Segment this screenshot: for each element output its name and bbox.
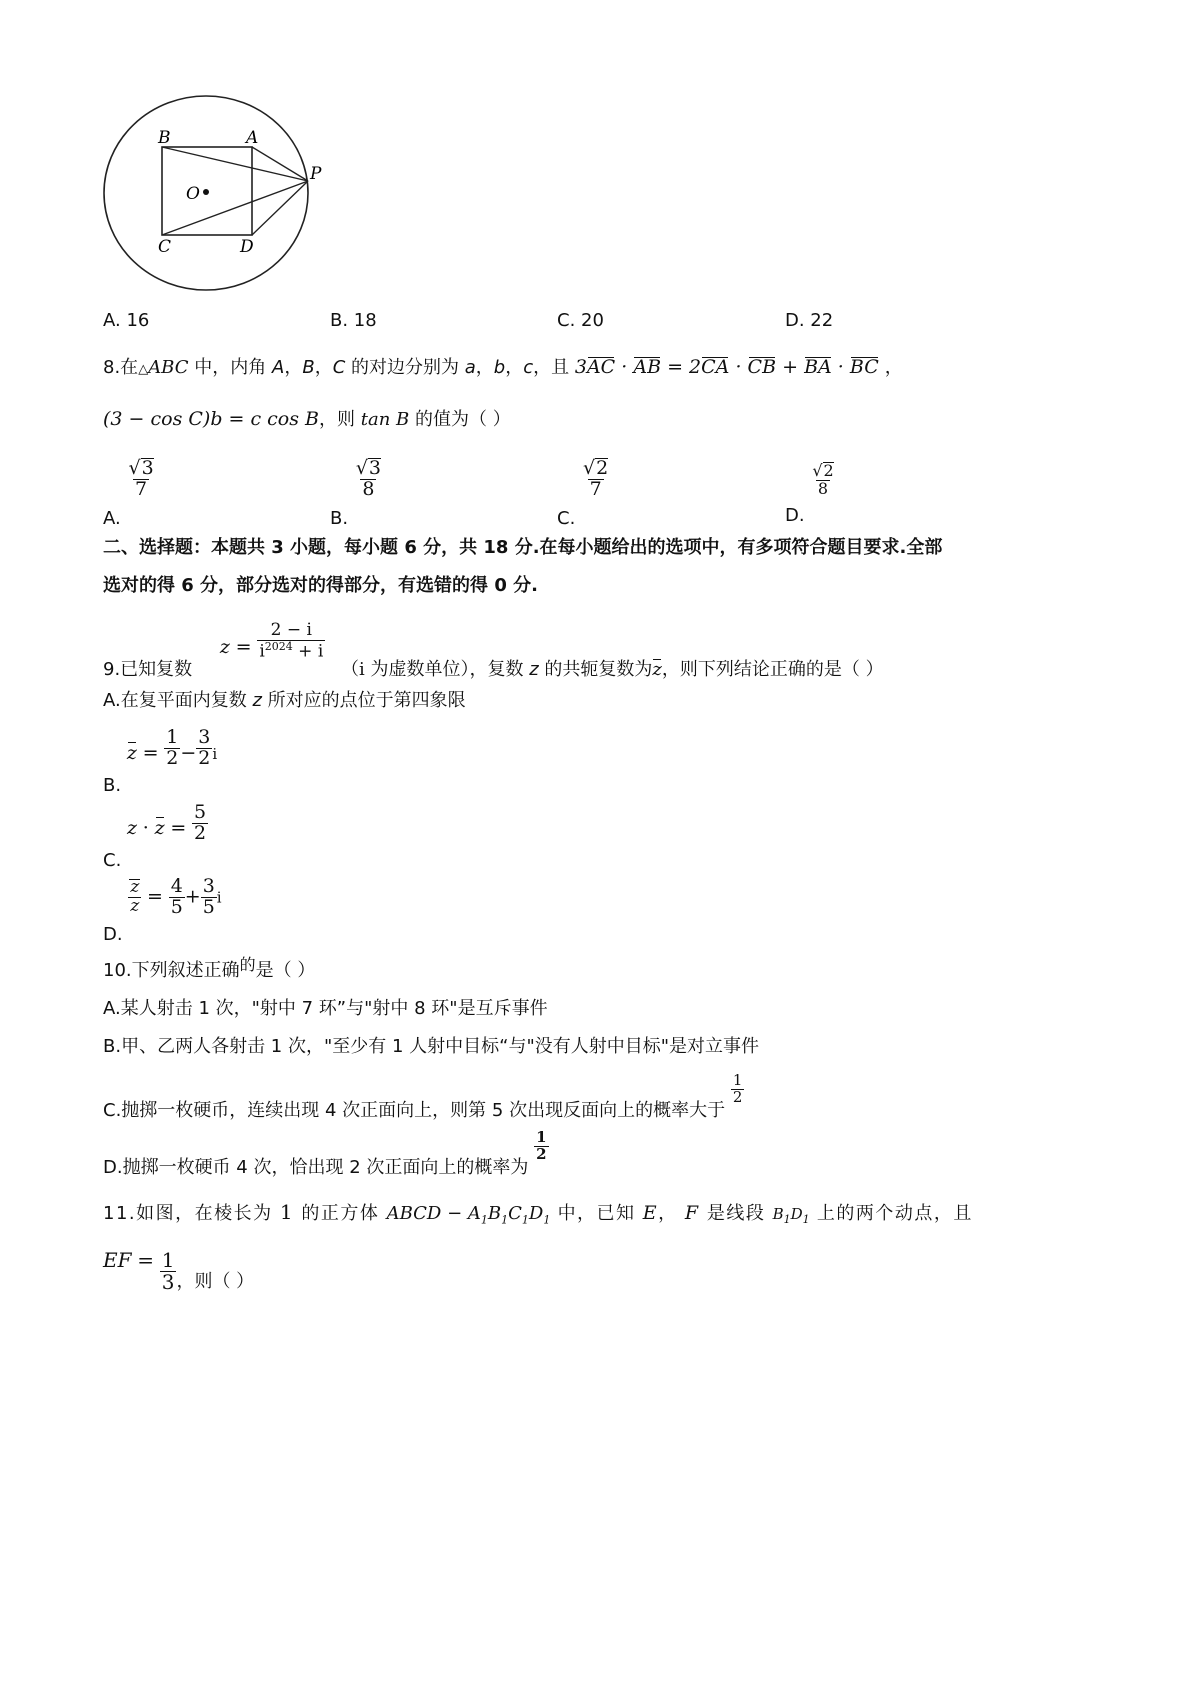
q9-z: z	[219, 635, 230, 658]
q9-option-b-label: B.	[103, 775, 122, 797]
q8-coef2: 2	[689, 356, 702, 378]
q9-den-i: i	[259, 641, 265, 662]
q9-option-d-n2: 3	[202, 875, 215, 897]
q8-choice-a-den: 7	[135, 477, 148, 500]
q11-EF: EF	[103, 1247, 132, 1272]
q9-option-b-d2: 2	[198, 746, 211, 769]
q10-option-b: B.甲、乙两人各射击 1 次，"至少有 1 人射中目标“与"没有人射中目标"是对立事件	[103, 1036, 760, 1057]
q9-option-a-z: z	[252, 690, 262, 711]
q9-option-c	[103, 801, 208, 872]
q9-option-b-zbar: z	[126, 742, 137, 765]
q11-t2: 的正方体	[301, 1203, 380, 1224]
q8-eq-end: ，	[884, 357, 903, 378]
q11-sub-b1: 1	[501, 1213, 509, 1227]
center-point-O	[203, 189, 209, 195]
q9-option-b-n2: 3	[198, 726, 211, 748]
q8-t3: ，且	[533, 357, 570, 378]
q8-choice-b	[330, 457, 383, 529]
q9-z2: z	[529, 658, 539, 680]
q8-triangle: ABC	[148, 357, 189, 378]
label-C: C	[158, 237, 172, 257]
q8-c: c	[523, 357, 534, 378]
q11-comma: ，	[658, 1203, 678, 1224]
q9-option-b-d1: 2	[166, 746, 179, 769]
q8-plus: +	[782, 356, 799, 378]
q10-option-d	[103, 1128, 549, 1179]
section2-line1: 二、选择题：本题共 3 小题，每小题 6 分，共 18 分.在每小题给出的选项中，有多项符合题目要求.全部	[103, 537, 943, 558]
q11-eq: =	[137, 1247, 154, 1272]
q9-num: 2 − i	[270, 620, 312, 640]
q8-comma4: ，	[505, 357, 524, 378]
q10-option-a: A.某人射击 1 次，"射中 7 环”与"射中 8 环"是互斥事件	[103, 998, 548, 1019]
q9-t2: 的共轭复数为	[544, 658, 653, 680]
q9-option-b-minus: −	[180, 742, 197, 765]
q8-choice-b-num: 3	[368, 457, 382, 479]
q9-option-c-z: z	[127, 817, 138, 840]
q8-A: A	[272, 357, 285, 378]
q8-line1	[103, 356, 903, 379]
q8-B: B	[302, 357, 315, 378]
q8-choice-b-frac: $\frac{√3}{8}$	[355, 457, 382, 500]
q11-seg-sub-d: 1	[802, 1213, 810, 1226]
q11-cube-c1: C	[508, 1203, 522, 1224]
q10-option-c-num: 1	[732, 1071, 743, 1089]
q10-option-c-den: 2	[732, 1087, 743, 1106]
q8-choice-a-label: A.	[103, 507, 121, 529]
q9-zbar: z	[652, 658, 662, 680]
q9-option-b-i: i	[212, 745, 218, 764]
q9-fraction	[257, 622, 325, 661]
q9-option-a-t1: A.在复平面内复数	[103, 690, 247, 711]
vector-BA: BA	[804, 356, 832, 378]
q11-line2	[103, 1247, 255, 1294]
q10-option-d-text: D.抛掷一枚硬币 4 次，恰出现 2 次正面向上的概率为	[103, 1157, 529, 1179]
q9-paren: （	[341, 658, 359, 680]
q7-choice-c: C. 20	[557, 310, 604, 331]
q8-choice-b-label: B.	[330, 507, 349, 529]
q9-option-d-d1: 5	[170, 895, 183, 918]
q8-prefix: 8.在	[103, 357, 139, 378]
q9-option-c-label: C.	[103, 850, 122, 872]
label-O: O	[186, 184, 200, 204]
q8-coef1: 3	[574, 356, 587, 378]
q9-den-exp: 2024	[264, 639, 293, 653]
q8-comma2: ，	[314, 357, 333, 378]
q8-choice-d-label: D.	[785, 504, 805, 526]
q11-cube-name	[386, 1203, 551, 1227]
q8-t1: 中，内角	[194, 357, 267, 378]
q8-dot1: ·	[621, 356, 628, 378]
q7-choice-a: A. 16	[103, 310, 150, 331]
q10-option-c	[103, 1071, 744, 1122]
q10-title-end: 是（ ）	[255, 960, 316, 981]
q9-option-d-label: D.	[103, 924, 123, 946]
q9-option-d-eq: =	[147, 885, 163, 908]
q8-choice-a	[103, 457, 156, 529]
q8-choice-b-den: 8	[362, 477, 375, 500]
q8-choice-c-den: 7	[589, 477, 602, 500]
q8-choice-d-den: 8	[817, 478, 829, 498]
q9-option-c-dot: ·	[142, 817, 149, 840]
q9-option-d-plus: +	[184, 885, 201, 908]
q11-cube-b1: B	[487, 1203, 502, 1224]
q11-seg-sub-b: 1	[783, 1213, 791, 1226]
vector-AC: AC	[586, 356, 616, 378]
q11-segment	[772, 1205, 810, 1226]
q9-t3: ，则下列结论正确的是（ ）	[661, 658, 884, 680]
q11-cube-base: ABCD − A	[386, 1203, 481, 1224]
q8-equals: =	[667, 356, 683, 378]
q10-title: 10.下列叙述正确	[103, 960, 240, 981]
q11-den: 3	[161, 1270, 175, 1294]
q8-dot2: ·	[735, 356, 742, 378]
geometry-figure	[100, 95, 350, 305]
q11-sub-d1: 1	[543, 1213, 551, 1227]
q11-E: E	[642, 1202, 659, 1224]
q9-paren-rest: 为虚数单位），复数	[364, 658, 524, 680]
segment-CP	[162, 181, 308, 235]
vector-CA: CA	[701, 356, 730, 378]
q8-comma1: ，	[284, 357, 303, 378]
q9-option-a	[103, 690, 466, 712]
q9-option-b-eq: =	[142, 742, 159, 765]
q8-t2: 的对边分别为	[351, 357, 459, 378]
q9-option-c-eq: =	[170, 817, 187, 840]
q8-choice-a-frac: $\frac{√3}{7}$	[128, 457, 154, 500]
q7-choice-b: B. 18	[330, 310, 377, 331]
label-D: D	[240, 237, 254, 257]
q9-option-d	[103, 875, 222, 946]
q8-comma3: ，	[475, 357, 494, 378]
q8-b: b	[493, 357, 506, 378]
segment-DP	[252, 181, 308, 235]
q9-option-b-n1: 1	[166, 726, 179, 748]
q11-t6: ，则（ ）	[176, 1270, 255, 1292]
q8-dot3: ·	[837, 356, 844, 378]
q9-option-d-n1: 4	[170, 875, 183, 897]
vector-BC: BC	[849, 356, 879, 378]
q11-seg-D: D	[790, 1205, 803, 1223]
q8-choice-d-frac: $\frac{√2}{8}$	[812, 461, 834, 498]
q9-option-d-i: i	[216, 888, 222, 907]
q8-a: a	[464, 357, 476, 378]
q8-choice-c-num: 2	[596, 457, 609, 479]
q11-t1: 11.如图，在棱长为	[103, 1203, 273, 1224]
q9-eq: =	[235, 635, 252, 658]
vector-AB: AB	[633, 356, 662, 378]
q10-title-de: 的	[239, 955, 256, 974]
q8-tanB: tan B	[360, 409, 410, 430]
label-P: P	[310, 164, 322, 184]
q8-choice-c-label: C.	[557, 507, 576, 529]
q10-option-c-text: C.抛掷一枚硬币，连续出现 4 次正面向上，则第 5 次出现反面向上的概率大于	[103, 1100, 726, 1122]
q9-option-c-den: 2	[193, 821, 207, 844]
q9-option-a-t2: 所对应的点位于第四象限	[267, 690, 466, 711]
q9-stem	[103, 620, 884, 680]
q8-line2	[103, 408, 511, 431]
triangle-symbol: △	[138, 362, 149, 377]
q8-condition: (3 − cos C)b = c cos B	[103, 408, 319, 430]
q9-option-b	[103, 726, 218, 797]
q9-option-d-z: z	[130, 895, 140, 916]
q9-prefix: 9.已知复数	[103, 658, 193, 680]
q11-num: 1	[161, 1248, 175, 1272]
q8-vector-equation	[575, 356, 885, 378]
q11-F: F	[684, 1202, 700, 1224]
segment-BP	[162, 147, 308, 181]
q8-choice-c	[557, 457, 610, 529]
q9-den	[257, 640, 325, 662]
q8-line2-t1: ，则	[319, 409, 355, 430]
q8-C: C	[332, 357, 346, 378]
q8-choice-d-num: 2	[823, 461, 834, 480]
q8-choice-c-frac: $\frac{√2}{7}$	[583, 457, 609, 500]
segment-AP	[252, 147, 308, 181]
label-A: A	[246, 128, 259, 148]
q11-cube-d1: D	[528, 1203, 544, 1224]
q9-i-unit: i	[359, 658, 365, 680]
q9-den-rest: + i	[292, 641, 324, 662]
section2-line2: 选对的得 6 分，部分选对的得部分，有选错的得 0 分.	[103, 575, 538, 596]
q9-option-d-d2: 5	[202, 895, 215, 918]
q10-option-d-num: 1	[536, 1128, 547, 1146]
q8-line2-t2: 的值为（ ）	[414, 409, 511, 430]
q9-option-c-num: 5	[193, 801, 207, 823]
q10-option-d-den: 2	[536, 1144, 547, 1163]
q11-t5: 上的两个动点，且	[816, 1203, 973, 1224]
q11-t3: 中，已知	[557, 1203, 636, 1224]
q9-option-c-zbar: z	[154, 817, 165, 840]
q11-t4: 是线段	[706, 1203, 766, 1224]
q9-option-d-zbar: z	[130, 877, 140, 898]
q8-choice-d	[785, 461, 836, 526]
q10-stem	[103, 955, 316, 982]
vector-CB: CB	[747, 356, 777, 378]
q11-sub-a1: 1	[480, 1213, 488, 1227]
q8-choice-a-num: 3	[141, 457, 154, 479]
q11-one: 1	[279, 1200, 295, 1224]
q11-seg-B: B	[772, 1205, 784, 1223]
q11-line1	[103, 1200, 973, 1227]
q11-sub-c1: 1	[521, 1213, 529, 1227]
q7-choice-d: D. 22	[785, 310, 834, 331]
label-B: B	[158, 128, 171, 148]
